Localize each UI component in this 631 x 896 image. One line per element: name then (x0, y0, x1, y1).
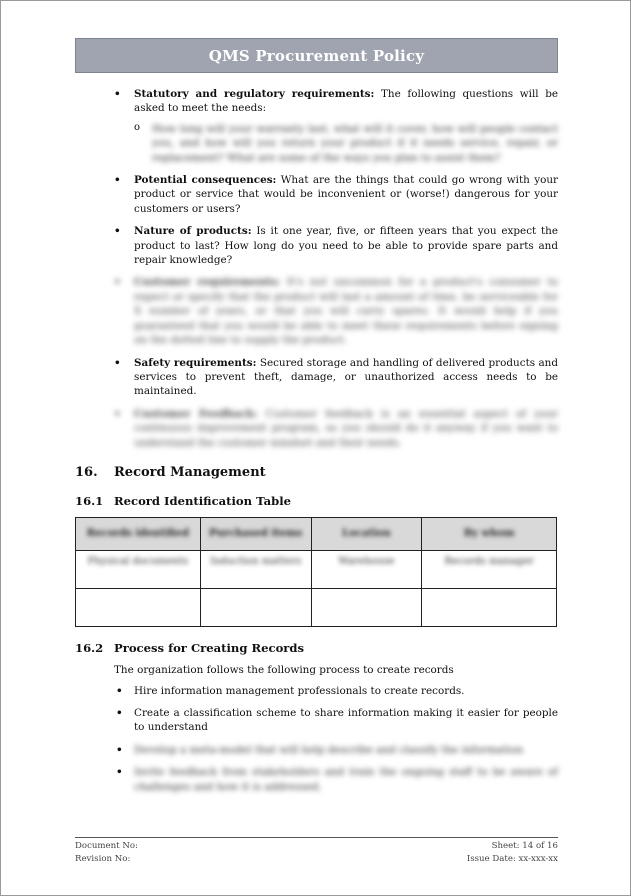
issue-date: Issue Date: xx-xxx-xx (466, 854, 558, 864)
item-label: Nature of products: (134, 225, 252, 238)
list-item (75, 765, 558, 794)
document-number: Document No: (75, 841, 138, 851)
item-text: What are the things that could go wrong with your product or service that would be inconvenient or (worse!) dangerous for your customers or users? (134, 174, 558, 215)
footer-right (467, 840, 558, 866)
section-title: Process for Creating Records (114, 640, 305, 655)
list-item: • Create a classification scheme to share information making it easier for people to understand (75, 706, 558, 735)
process-intro: The organization follows the following process to create records (114, 664, 454, 677)
item-text: The following questions will be asked to meet the needs: (134, 88, 558, 115)
table-cell (200, 588, 311, 626)
list-item: • Hire information management professionals to create records. (75, 684, 558, 698)
revision-number: Revision No: (75, 854, 131, 864)
list-item (75, 407, 558, 450)
list-item (75, 356, 558, 399)
table-cell: Records manager (422, 550, 557, 588)
record-identification-table (75, 517, 557, 627)
header-banner (75, 38, 558, 73)
sub-list-item (134, 122, 558, 165)
item-label: Customer Feedback: (134, 407, 258, 420)
item-text: It's not uncommon for a product's consumer to expect or specify that the product will last a amount of time, be serviceable for X number of years, or that you will carry spares. It would help if you guaranteed that you would be able to meet these requirements before signing on the dotted line to supply the product. (134, 276, 559, 347)
table-cell (76, 588, 201, 626)
section-heading-16-2 (75, 641, 558, 655)
table-row (76, 550, 557, 588)
section-title: Record Management (114, 464, 266, 480)
item-text: Secured storage and handling of delivered products and services to prevent theft, damage, or unauthorized access needs to be maintained. (134, 356, 559, 398)
list-item (75, 224, 558, 267)
blurred-text: Invite feedback from stakeholders and train the ongoing staff to be aware of challenges and how it is addressed. (134, 766, 558, 793)
list-item (75, 87, 558, 165)
table-header-cell: Purchased items (200, 517, 311, 550)
footer-left (75, 840, 138, 866)
list-item (75, 173, 558, 216)
document-title: QMS Procurement Policy (208, 46, 425, 65)
list-item (75, 275, 558, 347)
process-list (75, 684, 558, 794)
section-number: 16.2 (75, 640, 104, 655)
table-cell: Induction matters (200, 550, 311, 588)
table-cell (311, 588, 422, 626)
section-number: 16. (75, 464, 98, 480)
list-item (75, 743, 558, 757)
section-title: Record Identification Table (114, 494, 292, 509)
section-heading-16 (75, 466, 558, 480)
table-row (76, 588, 557, 626)
table-header-cell: By whom (422, 517, 557, 550)
table-cell: Physical documents (76, 550, 201, 588)
item-label: Statutory and regulatory requirements: (134, 88, 375, 100)
item-label: Safety requirements: (134, 356, 257, 369)
item-label: Potential consequences: (134, 174, 277, 187)
item-text: Customer feedback is an essential aspect of your continuous improvement program, so you should do it anyway if you want to understand the customer mindset and their needs. (134, 407, 558, 449)
table-header-cell: Location (311, 517, 422, 550)
page-footer (75, 837, 558, 866)
item-text: Is it one year, five, or fifteen years that you expect the product to last? How long do you need to be able to provide spare parts and repair knowledge? (134, 225, 558, 267)
table-header-cell: Records identified (76, 517, 201, 550)
blurred-text: How long will your warranty last, what will it cover, how will people contact you, and how will you return your product if it needs service, repair, or replacement? What are some of the ways you plan to assist them? (152, 122, 558, 164)
section-heading-16-1 (75, 494, 558, 508)
table-header-row (76, 517, 557, 550)
requirements-list (75, 87, 558, 450)
section-number: 16.1 (75, 494, 104, 509)
page-content (75, 87, 558, 802)
sheet-number: Sheet: 14 of 16 (491, 841, 558, 851)
item-label: Customer requirements: (134, 276, 281, 289)
table-cell: Warehouse (311, 550, 422, 588)
table-cell (422, 588, 557, 626)
blurred-text: Develop a meta-model that will help describe and classify the information (134, 743, 524, 756)
